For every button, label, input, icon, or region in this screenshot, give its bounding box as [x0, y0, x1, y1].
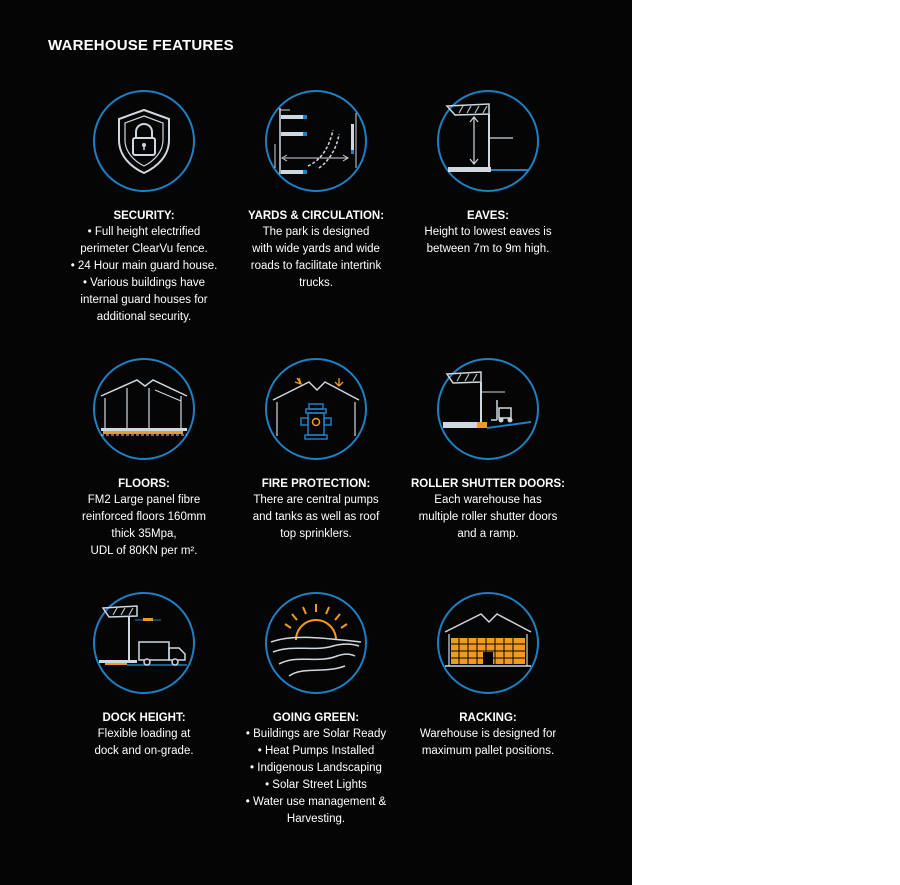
description-line: maximum pallet positions.	[421, 745, 555, 757]
feature-racking	[402, 590, 574, 760]
description-line: The park is designed	[262, 226, 370, 238]
description-line: Height to lowest eaves is	[424, 226, 552, 238]
feature-description	[58, 492, 230, 560]
feature-title: FLOORS:	[118, 478, 170, 490]
feature-roller-shutter-doors	[402, 356, 574, 543]
description-line: with wide yards and wide	[252, 243, 380, 255]
description-line: • Indigenous Landscaping	[250, 762, 382, 774]
feature-description	[230, 224, 402, 292]
feature-title: DOCK HEIGHT:	[102, 712, 186, 724]
description-line: reinforced floors 160mm	[82, 511, 206, 523]
feature-eaves	[402, 88, 574, 258]
description-line: UDL of 80KN per m².	[90, 545, 198, 557]
feature-description	[58, 224, 230, 326]
description-line: Each warehouse has	[434, 494, 542, 506]
description-line: Warehouse is designed for	[419, 728, 557, 740]
feature-description	[402, 492, 574, 543]
feature-description	[58, 726, 230, 760]
sunrise-landscape-icon	[263, 590, 369, 696]
description-line: and tanks as well as roof	[252, 511, 380, 523]
description-line: Harvesting.	[286, 813, 346, 825]
feature-title: FIRE PROTECTION:	[261, 478, 371, 490]
feature-title: GOING GREEN:	[272, 712, 360, 724]
padlock-shield-icon	[91, 88, 197, 194]
feature-title: YARDS & CIRCULATION:	[247, 210, 385, 222]
description-line: top sprinklers.	[280, 528, 352, 540]
description-line: Flexible loading at	[97, 728, 191, 740]
description-line: • Heat Pumps Installed	[257, 745, 375, 757]
description-line: roads to facilitate intertink	[250, 260, 382, 272]
feature-title: EAVES:	[467, 210, 509, 222]
description-line: • Various buildings have	[82, 277, 206, 289]
description-line: additional security.	[96, 311, 192, 323]
description-line: internal guard houses for	[80, 294, 208, 306]
roller-shutter-forklift-icon	[435, 356, 541, 462]
yard-layout-icon	[263, 88, 369, 194]
feature-description	[402, 224, 574, 258]
feature-description	[230, 726, 402, 828]
description-line: multiple roller shutter doors	[418, 511, 558, 523]
description-line: perimeter ClearVu fence.	[80, 243, 208, 255]
feature-title: SECURITY:	[113, 210, 175, 222]
description-line: • Solar Street Lights	[265, 779, 367, 791]
description-line: • Water use management &	[245, 796, 387, 808]
description-line: trucks.	[299, 277, 333, 289]
pallet-racking-icon	[435, 590, 541, 696]
description-line: dock and on-grade.	[94, 745, 194, 757]
feature-floors	[58, 356, 230, 560]
eaves-height-icon	[435, 88, 541, 194]
description-line: There are central pumps	[253, 494, 379, 506]
feature-description	[402, 726, 574, 760]
feature-yards-circulation	[230, 88, 402, 292]
page-title: WAREHOUSE FEATURES	[48, 37, 234, 54]
fire-hydrant-icon	[263, 356, 369, 462]
feature-security	[58, 88, 230, 326]
feature-title: ROLLER SHUTTER DOORS:	[411, 478, 565, 490]
feature-title: RACKING:	[459, 712, 517, 724]
dock-truck-icon	[91, 590, 197, 696]
feature-fire-protection	[230, 356, 402, 543]
description-line: and a ramp.	[457, 528, 519, 540]
description-line: FM2 Large panel fibre	[87, 494, 201, 506]
description-line: • Full height electrified	[87, 226, 201, 238]
feature-going-green	[230, 590, 402, 828]
description-line: • 24 Hour main guard house.	[70, 260, 218, 272]
description-line: between 7m to 9m high.	[426, 243, 550, 255]
feature-dock-height	[58, 590, 230, 760]
description-line: thick 35Mpa,	[111, 528, 177, 540]
feature-description	[230, 492, 402, 543]
description-line: • Buildings are Solar Ready	[245, 728, 387, 740]
floor-slab-icon	[91, 356, 197, 462]
